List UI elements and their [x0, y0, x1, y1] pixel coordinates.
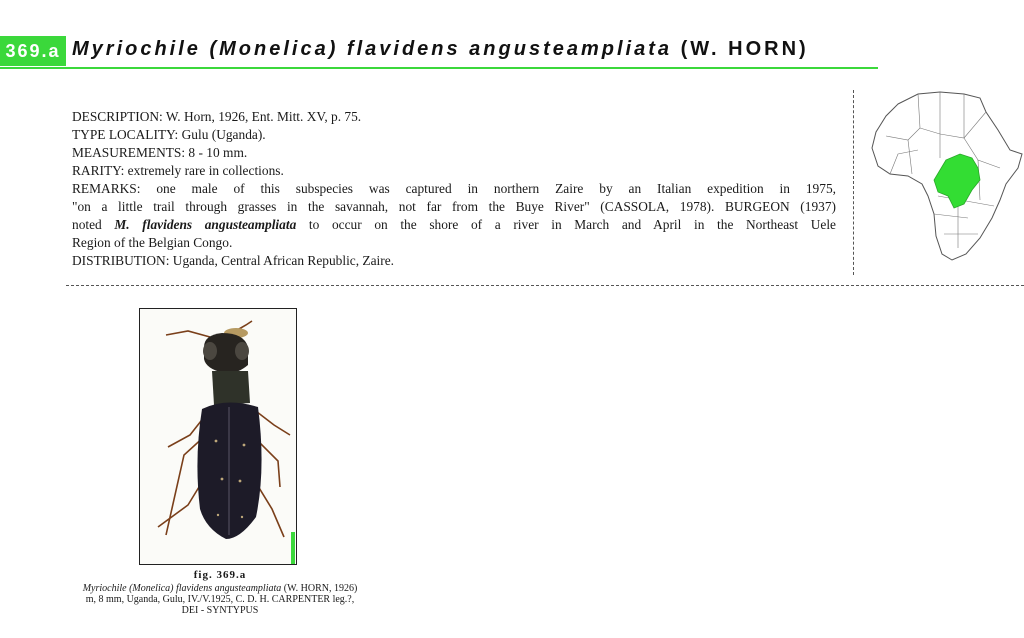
rarity-line: RARITY: extremely rare in collections. [72, 163, 284, 178]
africa-map-icon [868, 88, 1024, 264]
caption-author: (W. HORN, 1926) [283, 583, 358, 594]
remarks-line-1: REMARKS: one male of this subspecies was captured in northern Zaire by an Italian expedition in 1975, [72, 181, 836, 196]
species-name: Myriochile (Monelica) flavidens angusteampliata [72, 38, 673, 60]
species-number-badge: 369.a [0, 36, 66, 66]
caption-line-1 [60, 583, 380, 594]
beetle-specimen [140, 309, 296, 564]
remarks-line-3 [72, 216, 836, 234]
remarks-line-2: "on a little trail through grasses in the savannah, not far from the Buye River" (CASSOLA, 1978). BURGEON (1937) [72, 199, 836, 214]
caption-species: Myriochile (Monelica) flavidens angusteampliata [82, 583, 282, 594]
species-author: (W. HORN) [680, 38, 809, 60]
distribution-line: DISTRIBUTION: Uganda, Central African Republic, Zaire. [72, 253, 395, 268]
caption-line-2: m, 8 mm, Uganda, Gulu, IV./V.1925, C. D. H. CARPENTER leg.?, [85, 594, 355, 605]
remarks-noted: noted [72, 217, 102, 232]
species-title [72, 38, 809, 61]
remarks-species-name: M. flavidens angusteampliata [114, 217, 297, 232]
caption-line-3: DEI - SYNTYPUS [181, 605, 259, 616]
description-line: DESCRIPTION: W. Horn, 1926, Ent. Mitt. XV, p. 75. [72, 109, 362, 124]
horizontal-divider [66, 285, 1024, 286]
measurements-line: MEASUREMENTS: 8 - 10 mm. [72, 145, 248, 160]
type-locality-line: TYPE LOCALITY: Gulu (Uganda). [72, 127, 266, 142]
photo-accent-tab [291, 532, 295, 564]
title-rule [0, 67, 878, 69]
figure-caption [60, 570, 380, 616]
description-block [72, 108, 836, 270]
remarks-occur: to occur on the shore of a river in March and April in the Northeast Uele [308, 217, 836, 232]
remarks-line-4: Region of the Belgian Congo. [72, 235, 233, 250]
figure-label: fig. 369.a [193, 569, 247, 581]
vertical-divider [853, 90, 854, 275]
specimen-photo [139, 308, 297, 565]
